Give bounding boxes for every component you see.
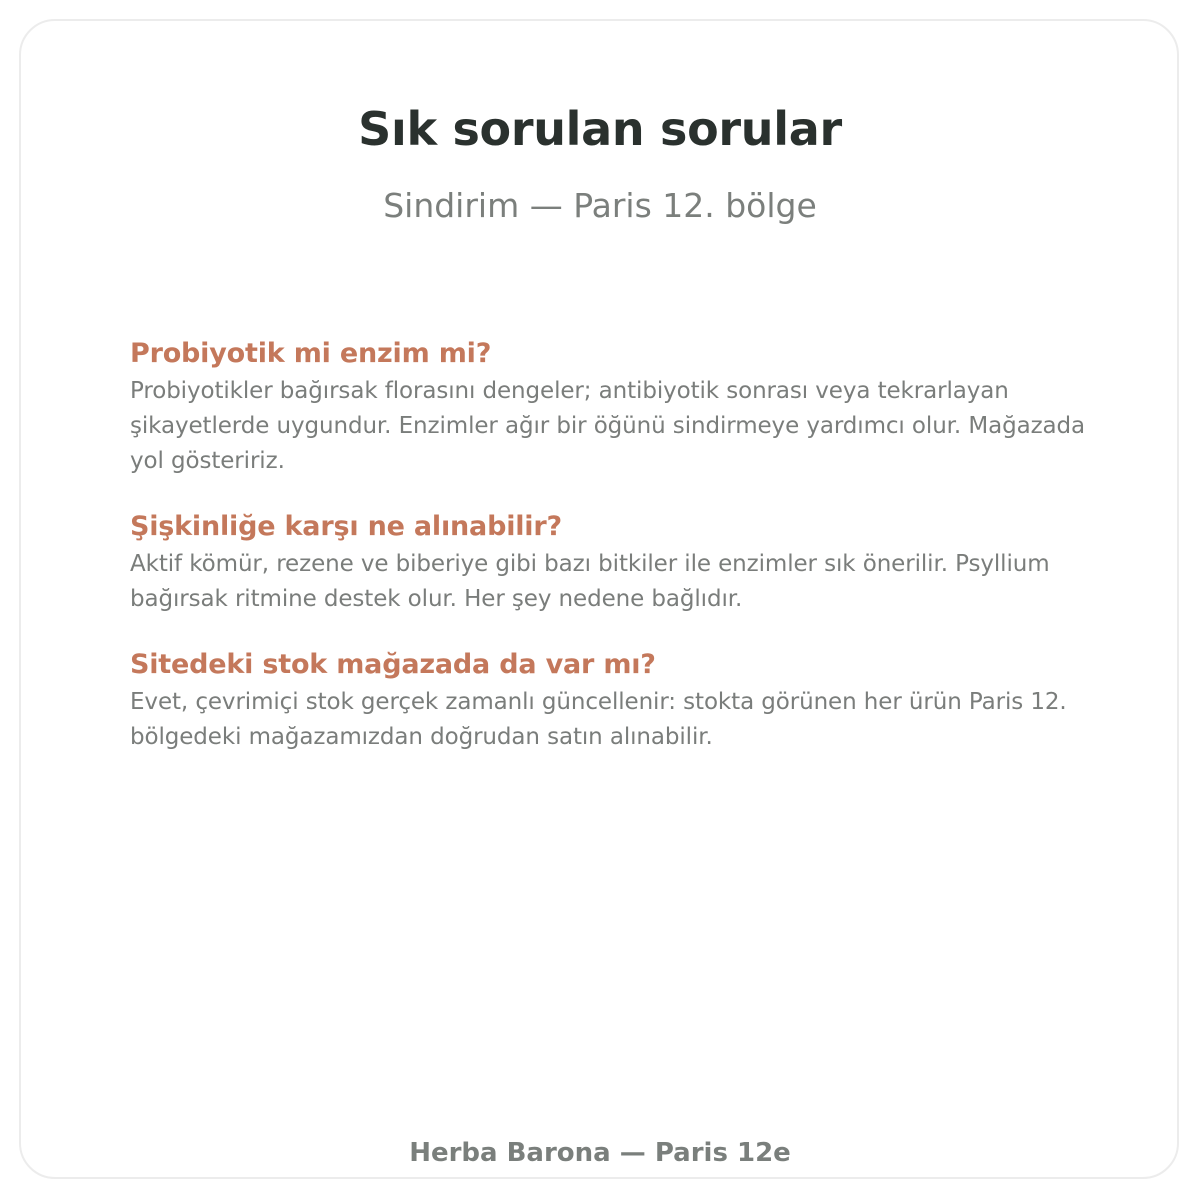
faq-answer: Aktif kömür, rezene ve biberiye gibi bazı bitkiler ile enzimler sık önerilir. Psyllium bağırsak ritmine destek olur. Her şey nedene bağlıdır. — [130, 551, 1050, 612]
page-title: Sık sorulan sorular — [358, 102, 842, 156]
faq-answer: Evet, çevrimiçi stok gerçek zamanlı güncellenir: stokta görünen her ürün Paris 12. bölgedeki mağazamızdan doğrudan satın alınabilir. — [130, 689, 1067, 750]
faq-question: Sitedeki stok mağazada da var mı? — [130, 649, 656, 680]
faq-question: Probiyotik mi enzim mi? — [130, 338, 492, 369]
faq-item — [130, 334, 1095, 479]
faq-answer: Probiyotikler bağırsak florasını dengeler; antibiyotik sonrası veya tekrarlayan şikayetlerde uygundur. Enzimler ağır bir öğünü sindirmeye yardımcı olur. Mağazada yol gösteririz. — [130, 378, 1086, 474]
faq-question: Şişkinliğe karşı ne alınabilir? — [130, 511, 562, 542]
footer-brand: Herba Barona — Paris 12e — [409, 1138, 791, 1168]
page-subtitle: Sindirim — Paris 12. bölge — [383, 186, 817, 225]
faq-list — [130, 334, 1095, 783]
faq-item — [130, 645, 1095, 755]
faq-item — [130, 507, 1095, 617]
